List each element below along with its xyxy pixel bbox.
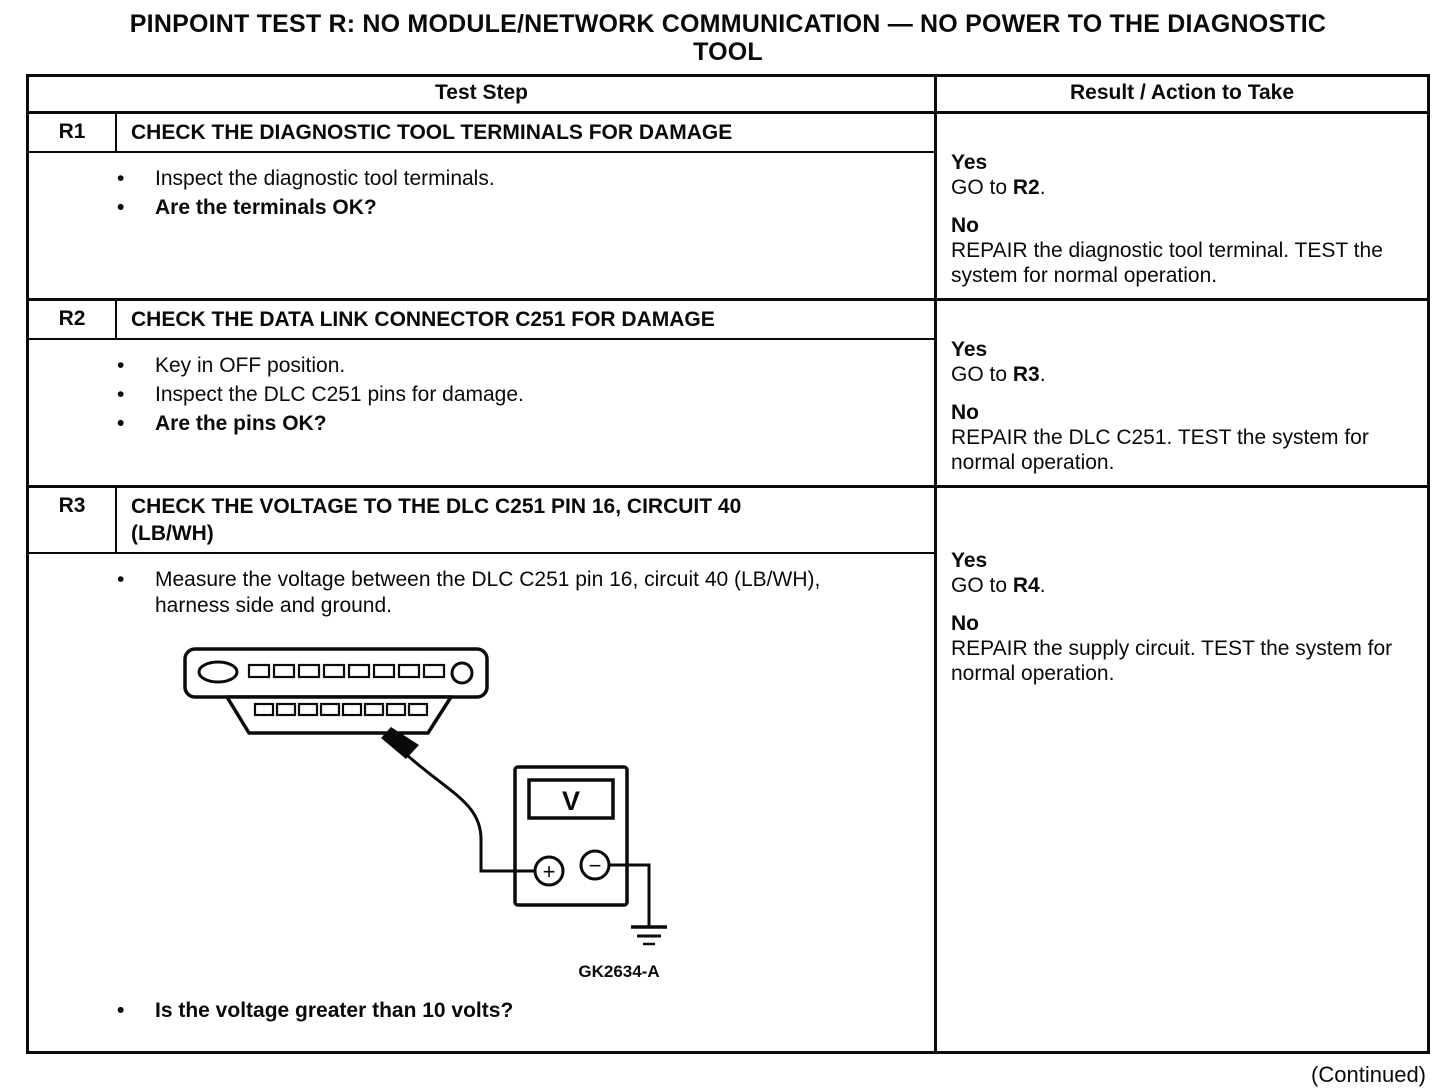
step-row-r3 [29,485,1427,1051]
bullet-item-question [29,195,908,221]
bullet-icon: • [117,383,125,406]
bullet-icon: • [117,412,125,435]
result-cell-r3 [934,488,1427,1051]
result-yes-label: Yes [951,549,988,572]
step-title-text-line2: (LB/WH) [131,522,214,545]
multimeter-drawing [515,767,627,905]
result-yes-label: Yes [951,338,988,361]
plus-sign: + [542,859,556,884]
bullet-item [29,353,908,379]
bullet-text: Are the pins OK? [155,412,327,435]
result-no-group [951,400,1403,475]
step-header-r3 [29,488,934,554]
page-title-line1: PINPOINT TEST R: NO MODULE/NETWORK COMMUNICATION — NO POWER TO THE DIAGNOSTIC [129,10,1327,38]
result-no-label: No [951,401,979,424]
bullet-icon: • [117,167,125,190]
column-header-test-step: Test Step [435,81,528,104]
result-yes-group [951,337,1403,387]
step-title-text: CHECK THE DATA LINK CONNECTOR C251 FOR DAMAGE [131,308,715,331]
bullet-text: Inspect the DLC C251 pins for damage. [155,383,524,406]
continued-note: (Continued) [1311,1062,1426,1087]
step-id-r1: R1 [29,114,117,151]
bullet-list [29,567,908,619]
step-body-r3 [29,554,934,1035]
result-yes-group [951,150,1403,200]
result-no-label: No [951,214,979,237]
step-id-r3: R3 [29,488,117,552]
page-title-line2: TOOL [693,38,763,66]
bullet-item-question [29,411,908,437]
result-cell-r2 [934,301,1427,485]
bullet-icon: • [117,196,125,219]
bullet-text: Are the terminals OK? [155,196,377,219]
step-row-r1 [29,114,1427,298]
bullet-icon: • [117,999,125,1022]
column-header-result: Result / Action to Take [934,77,1427,111]
ground-symbol [631,927,667,944]
result-no-group [951,213,1403,288]
step-title-r2 [117,301,934,338]
bullet-text: Measure the voltage between the DLC C251 pin 16, circuit 40 (LB/WH), harness side and ground. [155,568,821,617]
result-yes-group [951,548,1403,598]
meter-voltage-label: V [561,786,581,816]
result-yes-action: GO to R4. [951,574,1046,597]
bullet-icon: • [117,568,125,591]
bullet-text: Key in OFF position. [155,354,346,377]
page-title [26,10,1430,66]
step-title-r1 [117,114,934,151]
step-title-text: CHECK THE DIAGNOSTIC TOOL TERMINALS FOR DAMAGE [131,121,733,144]
pinpoint-test-table [26,74,1430,1054]
result-no-group [951,611,1403,686]
result-no-action: REPAIR the diagnostic tool terminal. TEST the system for normal operation. [951,239,1383,287]
step-header-r2 [29,301,934,340]
step-title-text: CHECK THE VOLTAGE TO THE DLC C251 PIN 16, CIRCUIT 40 [131,495,742,518]
result-cell-r1 [934,114,1427,298]
test-step-cell-r3 [29,488,934,1051]
bullet-list [29,166,908,221]
bullet-item [29,382,908,408]
voltage-test-diagram-svg [179,639,739,989]
dlc-connector-drawing [185,649,487,759]
test-step-cell-r2 [29,301,934,485]
voltage-test-diagram [179,639,908,994]
step-body-r2 [29,340,934,448]
bullet-item-question [29,998,908,1024]
step-id-r2: R2 [29,301,117,338]
table-header-row [29,77,1427,114]
result-yes-action: GO to R2. [951,176,1046,199]
diagram-caption: GK2634-A [578,962,660,981]
minus-sign: − [588,853,602,878]
bullet-item [29,166,908,192]
result-no-label: No [951,612,979,635]
result-yes-label: Yes [951,151,988,174]
bullet-text: Is the voltage greater than 10 volts? [155,999,514,1022]
bullet-item [29,567,908,619]
result-no-action: REPAIR the DLC C251. TEST the system for normal operation. [951,426,1369,474]
step-title-r3 [117,488,934,552]
test-step-cell-r1 [29,114,934,298]
bullet-list [29,998,908,1024]
step-body-r1 [29,153,934,232]
bullet-icon: • [117,354,125,377]
result-no-action: REPAIR the supply circuit. TEST the system for normal operation. [951,637,1393,685]
bullet-list [29,353,908,437]
step-header-r1 [29,114,934,153]
result-yes-action: GO to R3. [951,363,1046,386]
step-row-r2 [29,298,1427,485]
bullet-text: Inspect the diagnostic tool terminals. [155,167,495,190]
